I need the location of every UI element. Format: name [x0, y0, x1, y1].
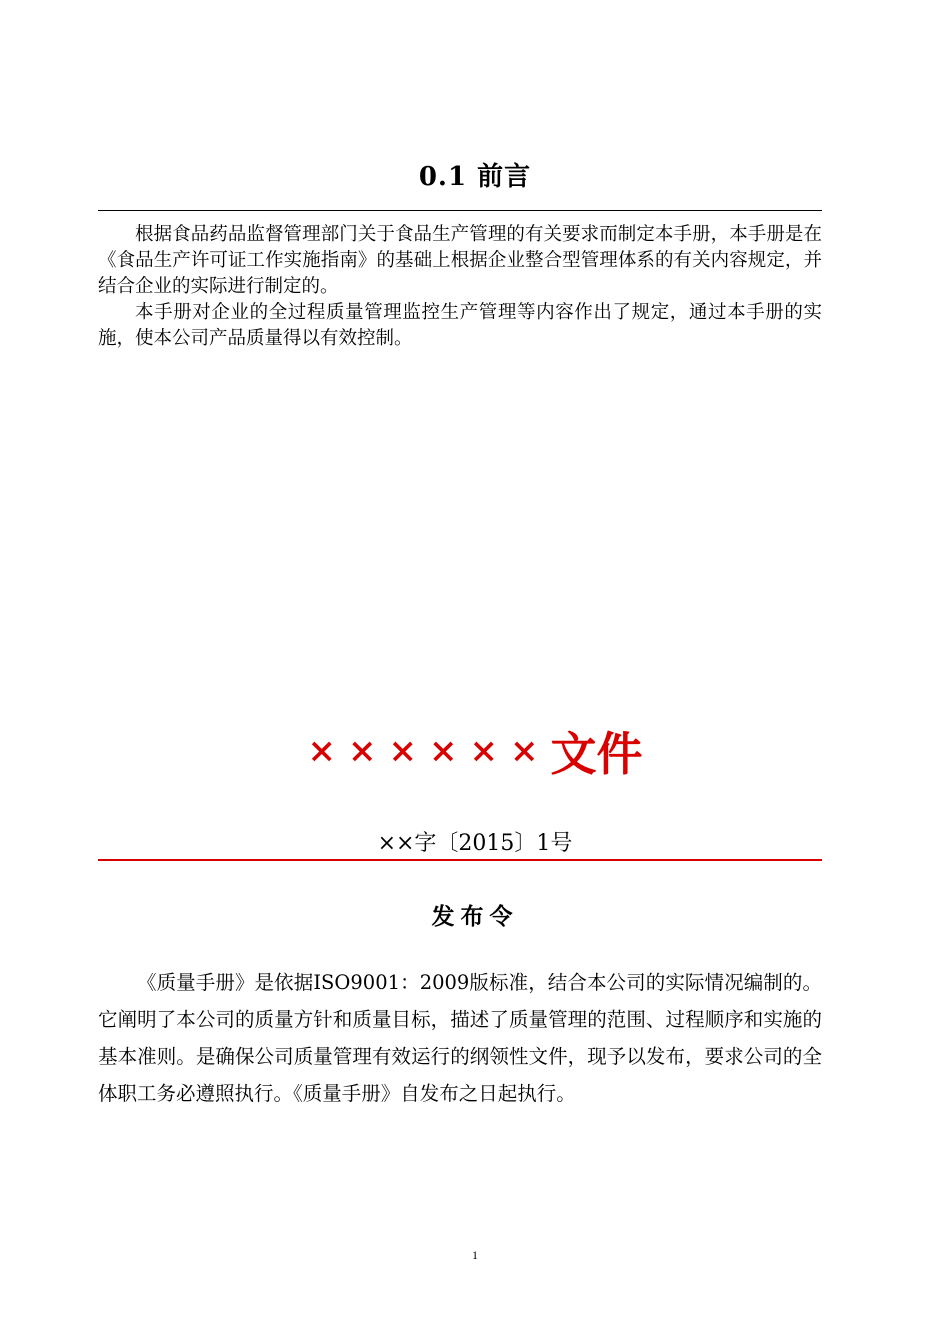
- page-number: 1: [472, 1248, 478, 1262]
- title-divider: [98, 210, 822, 211]
- document-header-title: 文件: [550, 727, 643, 781]
- preface-title: 0.1 前言: [418, 162, 532, 192]
- red-header-divider: [98, 859, 822, 861]
- decree-paragraph: 《质量手册》是依据ISO9001：2009版标准，结合本公司的实际情况编制的。它阐明了本公司的质量方针和质量目标，描述了质量管理的范围、过程顺序和实施的基本准则。是确保公司质量管理有效运行的纲领性文件，现予以发布，要求公司的全体职工务必遵照执行。《质量手册》自发布之日起执行。: [98, 971, 822, 1105]
- document-header-marks: ××××××: [307, 731, 551, 771]
- document-number: ××字〔2015〕1号: [377, 831, 573, 856]
- preface-body: [98, 222, 822, 352]
- document-header: [0, 718, 950, 784]
- preface-paragraph: 本手册对企业的全过程质量管理监控生产管理等内容作出了规定，通过本手册的实施，使本公司产品质量得以有效控制。: [98, 302, 822, 349]
- decree-body: [98, 964, 822, 1112]
- preface-paragraph: 根据食品药品监督管理部门关于食品生产管理的有关要求而制定本手册，本手册是在《食品生产许可证工作实施指南》的基础上根据企业整合型管理体系的有关内容规定，并结合企业的实际进行制定的。: [98, 224, 822, 297]
- decree-title: 发布令: [431, 903, 519, 930]
